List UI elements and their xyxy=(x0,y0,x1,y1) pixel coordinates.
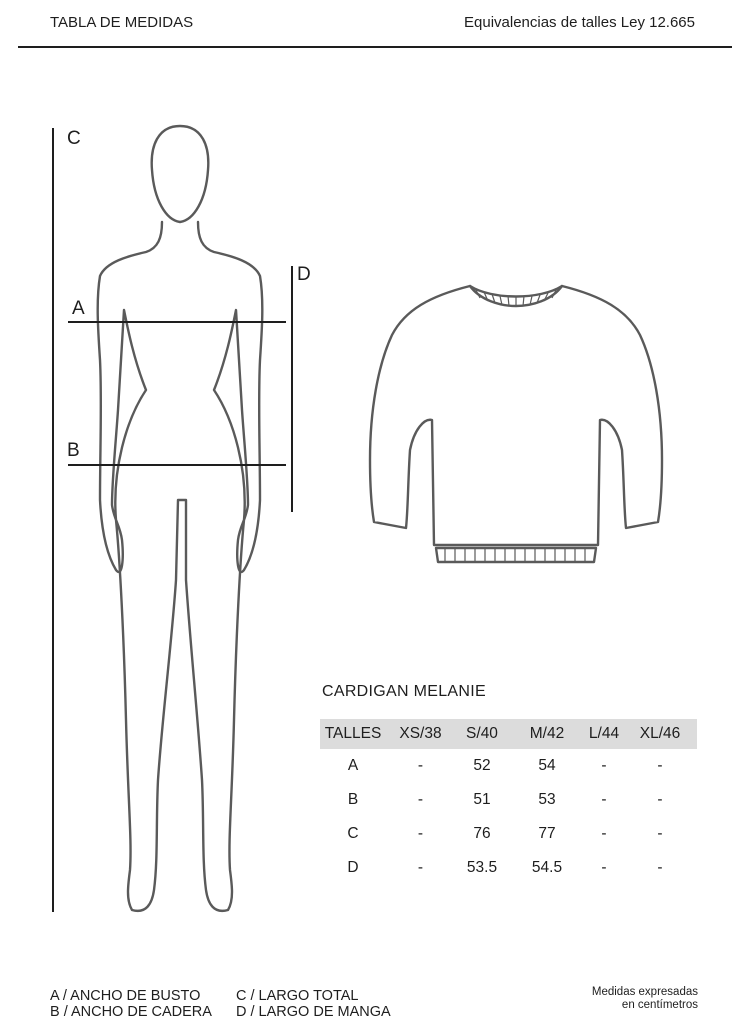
table-cell: A xyxy=(347,757,359,774)
table-row xyxy=(320,783,697,817)
table-cell: - xyxy=(657,757,663,774)
table-row xyxy=(320,851,697,885)
table-cell: - xyxy=(601,825,607,842)
header-cell: S/40 xyxy=(455,719,509,749)
table-row xyxy=(320,817,697,851)
units-note-line: en centímetros xyxy=(621,999,698,1011)
body-outline xyxy=(98,222,263,911)
label-b: B xyxy=(67,440,80,461)
table-cell: 76 xyxy=(473,825,491,842)
table-cell: 54.5 xyxy=(531,859,563,876)
table-cell: 52 xyxy=(473,757,491,774)
table-cell: D xyxy=(347,859,359,876)
sweater-ribbing xyxy=(445,290,585,562)
label-d: D xyxy=(297,264,311,285)
table-cell: - xyxy=(417,791,424,808)
table-cell: - xyxy=(601,791,607,808)
units-note xyxy=(592,986,698,1012)
header-cell: M/42 xyxy=(509,719,585,749)
header-cell: L/44 xyxy=(585,719,623,749)
table-cell: B xyxy=(347,791,359,808)
legend-item: B / ANCHO DE CADERA xyxy=(50,1004,212,1020)
legend-column-2 xyxy=(236,988,391,1020)
table-cell: - xyxy=(657,859,663,876)
table-cell: 53 xyxy=(538,791,556,808)
legend-item: D / LARGO DE MANGA xyxy=(236,1004,391,1020)
table-cell: - xyxy=(417,825,424,842)
table-cell: - xyxy=(417,757,424,774)
label-a: A xyxy=(72,298,85,319)
table-cell: - xyxy=(601,757,607,774)
legend-item: A / ANCHO DE BUSTO xyxy=(50,988,201,1004)
sweater-hem xyxy=(436,548,596,562)
size-table xyxy=(320,719,697,885)
table-cell: 77 xyxy=(538,825,556,842)
table-cell: - xyxy=(601,859,607,876)
table-cell: 51 xyxy=(473,791,491,808)
table-row xyxy=(320,749,697,783)
legend-column-1 xyxy=(50,988,212,1020)
table-cell: - xyxy=(417,859,424,876)
table-cell: C xyxy=(347,825,359,842)
table-cell: 54 xyxy=(538,757,556,774)
table-cell: - xyxy=(657,825,663,842)
header-cell: XL/46 xyxy=(623,719,697,749)
table-cell: - xyxy=(657,791,663,808)
header-cell: XS/38 xyxy=(386,719,455,749)
legend-item: C / LARGO TOTAL xyxy=(236,988,359,1004)
header-cell: TALLES xyxy=(320,719,386,749)
label-c: C xyxy=(67,128,81,149)
table-header-row xyxy=(320,719,697,749)
units-note-line: Medidas expresadas xyxy=(591,986,698,998)
table-cell: 53.5 xyxy=(466,859,498,876)
sweater-outline xyxy=(370,286,662,545)
product-title: CARDIGAN MELANIE xyxy=(322,683,486,700)
page-title: TABLA DE MEDIDAS xyxy=(50,14,194,31)
body-head xyxy=(152,126,209,222)
page-subtitle: Equivalencias de talles Ley 12.665 xyxy=(464,14,695,31)
